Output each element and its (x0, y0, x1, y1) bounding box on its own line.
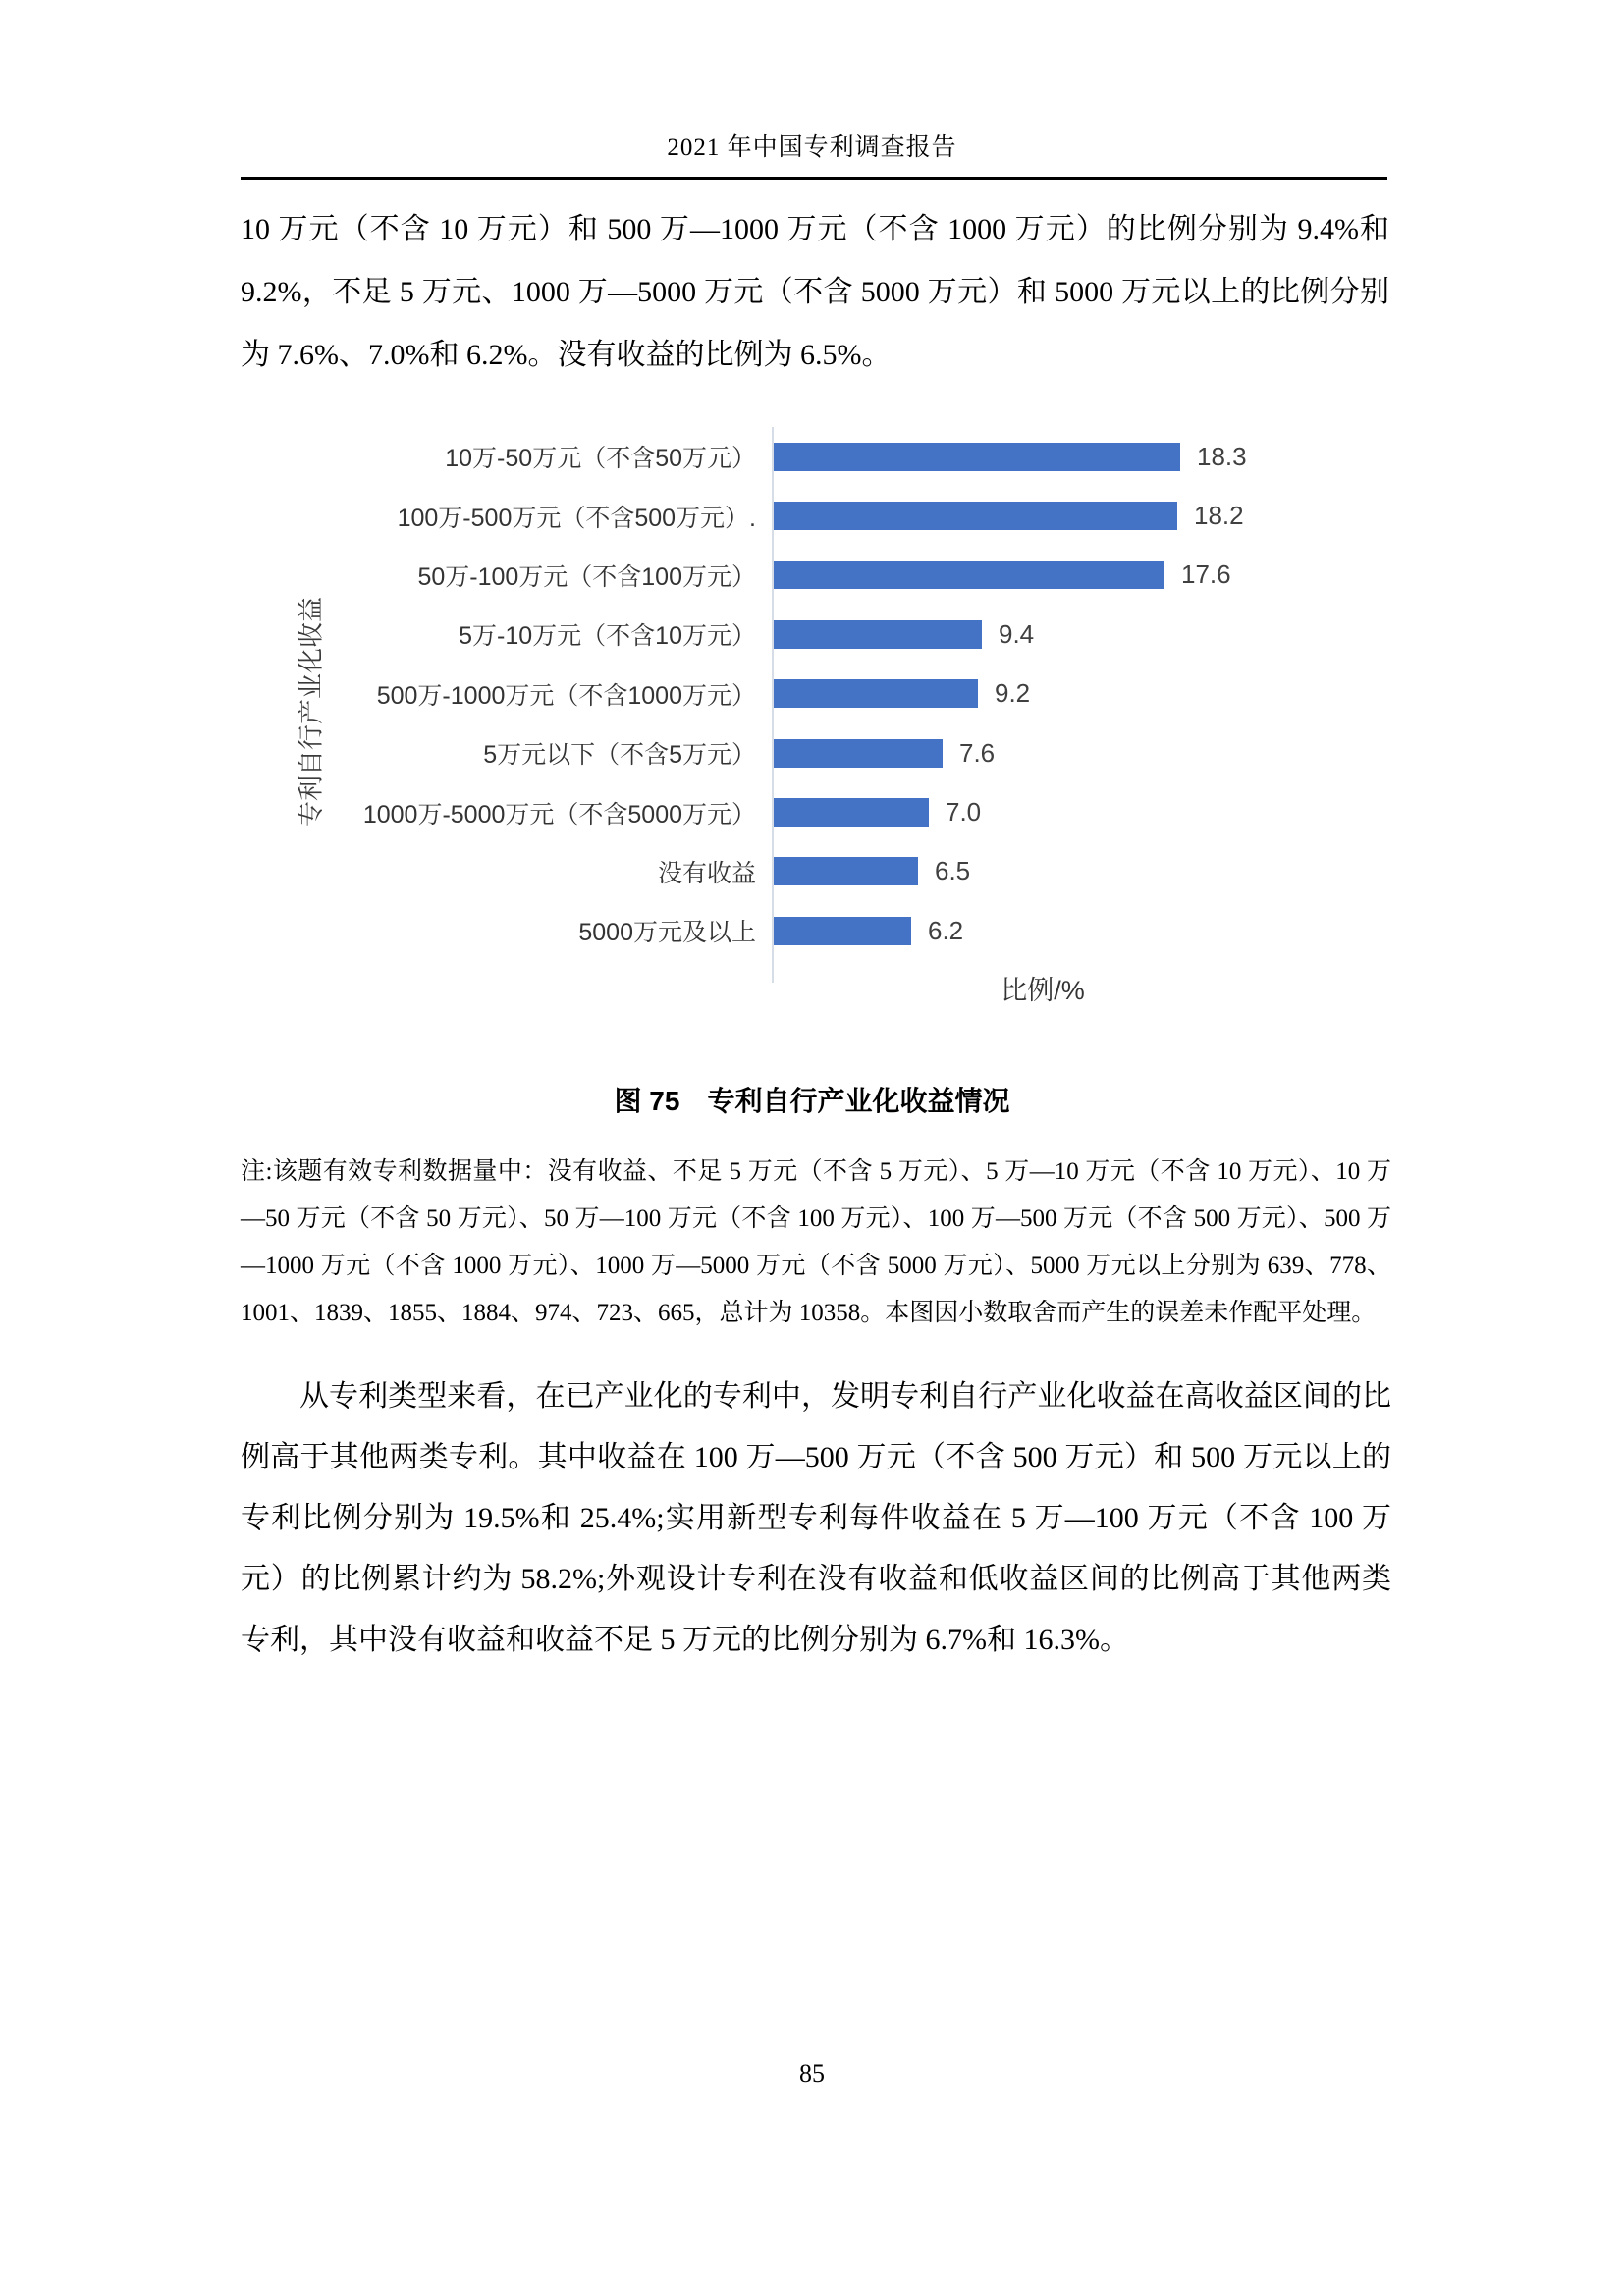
chart-row (241, 782, 1389, 841)
bar (774, 620, 982, 649)
bar (774, 443, 1180, 471)
bar-chart (241, 427, 1389, 1036)
header-divider (241, 177, 1387, 180)
page-header-title: 2021 年中国专利调查报告 (667, 134, 957, 161)
value-label: 6.5 (935, 856, 971, 886)
value-label: 7.6 (959, 737, 996, 768)
paragraph-main: 从专利类型来看，在已产业化的专利中，发明专利自行产业化收益在高收益区间的比例高于其他两类专利。其中收益在 100 万—500 万元（不含 500 万元）和 500 万元以上的专利比例分别为 19.5%和 25.4%;实用新型专利每件收益在 5 万—100 万元（不含 100 万元）的比例累计约为 58.2%;外观设计专利在没有收益和低收益区间的比例高于其他两类专利，其中没有收益和收益不足 5 万元的比例分别为 6.7%和 16.3%。 (241, 1380, 1391, 1656)
bar (774, 798, 929, 827)
chart-rows (241, 427, 1389, 961)
category-label: 5000万元及以上 (578, 919, 756, 947)
value-label: 17.6 (1181, 560, 1231, 590)
chart-row (241, 546, 1389, 605)
chart-row (241, 842, 1389, 901)
bar (774, 679, 978, 708)
category-label: 500万-1000万元（不含1000万元） (376, 681, 756, 710)
value-label: 18.2 (1194, 501, 1244, 531)
page-number: 85 (799, 2059, 825, 2088)
category-label: 100万-500万元（不含500万元）. (397, 504, 756, 532)
category-label: 5万元以下（不含5万元） (483, 741, 756, 770)
bar (774, 857, 918, 885)
value-label: 7.0 (946, 797, 982, 828)
chart-y-axis-title: 专利自行产业化收益 (296, 596, 326, 828)
bar (774, 917, 911, 945)
chart-row (241, 723, 1389, 782)
figure-note: 注:该题有效专利数据量中：没有收益、不足 5 万元（不含 5 万元）、5 万—10 万元（不含 10 万元）、10 万—50 万元（不含 50 万元）、50 万—100 万元（不含 100 万元）、100 万—500 万元（不含 500 万元）、500 万—1000 万元（不含 1000 万元）、1000 万—5000 万元（不含 5000 万元）、5000 万元以上分别为 639、778、1001、1839、1855、1884、974、723、665，总计为 10358。本图因小数取舍而产生的误差未作配平处理。 (241, 1158, 1391, 1326)
category-label: 10万-50万元（不含50万元） (445, 445, 756, 473)
figure-caption: 图 75 专利自行产业化收益情况 (614, 1086, 1010, 1116)
category-label: 50万-100万元（不含100万元） (417, 562, 756, 591)
value-label: 9.4 (999, 618, 1035, 649)
category-label: 没有收益 (657, 859, 756, 887)
chart-row (241, 665, 1389, 723)
category-label: 1000万-5000万元（不含5000万元） (362, 800, 756, 828)
value-label: 6.2 (928, 915, 964, 945)
chart-row (241, 486, 1389, 545)
bar (774, 502, 1177, 530)
bar (774, 739, 943, 768)
chart-row (241, 901, 1389, 960)
value-label: 18.3 (1197, 441, 1247, 471)
value-label: 9.2 (995, 678, 1031, 709)
chart-x-axis-title: 比例/% (1001, 976, 1085, 1005)
chart-row (241, 427, 1389, 486)
category-label: 5万-10万元（不含10万元） (459, 622, 756, 651)
bar (774, 561, 1164, 589)
paragraph-top: 10 万元（不含 10 万元）和 500 万—1000 万元（不含 1000 万元）的比例分别为 9.4%和 9.2%，不足 5 万元、1000 万—5000 万元（不含 5000 万元）和 5000 万元以上的比例分别为 7.6%、7.0%和 6.2%。没有收益的比例为 6.5%。 (241, 213, 1389, 371)
chart-row (241, 605, 1389, 664)
